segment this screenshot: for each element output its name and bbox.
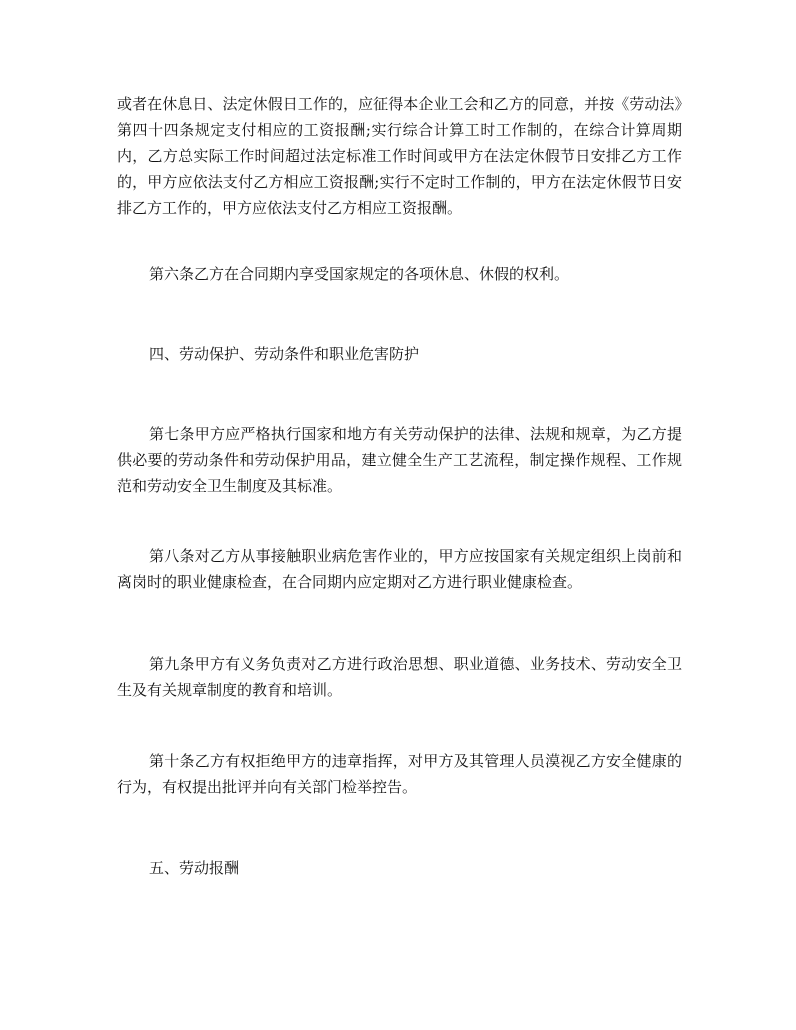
section-heading-4: 四、劳动保护、劳动条件和职业危害防护 [149, 345, 420, 363]
section-heading-5: 五、劳动报酬 [149, 859, 240, 877]
paragraph-article-6: 第六条乙方在合同期内享受国家规定的各项休息、休假的权利。 [149, 265, 570, 283]
paragraph-article-10: 第十条乙方有权拒绝甲方的违章指挥，对甲方及其管理人员漠视乙方安全健康的行为，有权提出批评并向有关部门检举控告。 [117, 752, 682, 796]
paragraph-article-9: 第九条甲方有义务负责对乙方进行政治思想、职业道德、业务技术、劳动安全卫生及有关规章制度的教育和培训。 [117, 655, 682, 699]
paragraph-overtime-pay: 或者在休息日、法定休假日工作的，应征得本企业工会和乙方的同意，并按《劳动法》第四十四条规定支付相应的工资报酬;实行综合计算工时工作制的，在综合计算周期内，乙方总实际工作时间超过法定标准工作时间或甲方在法定休假节日安排乙方工作的，甲方应依法支付乙方相应工资报酬;实行不定时工作制的，甲方在法定休假节日安排乙方工作的，甲方应依法支付乙方相应工资报酬。 [117, 95, 682, 217]
paragraph-article-7: 第七条甲方应严格执行国家和地方有关劳动保护的法律、法规和规章，为乙方提供必要的劳动条件和劳动保护用品，建立健全生产工艺流程，制定操作规程、工作规范和劳动安全卫生制度及其标准。 [117, 425, 682, 495]
paragraph-article-8: 第八条对乙方从事接触职业病危害作业的，甲方应按国家有关规定组织上岗前和离岗时的职业健康检查，在合同期内应定期对乙方进行职业健康检查。 [117, 547, 682, 591]
